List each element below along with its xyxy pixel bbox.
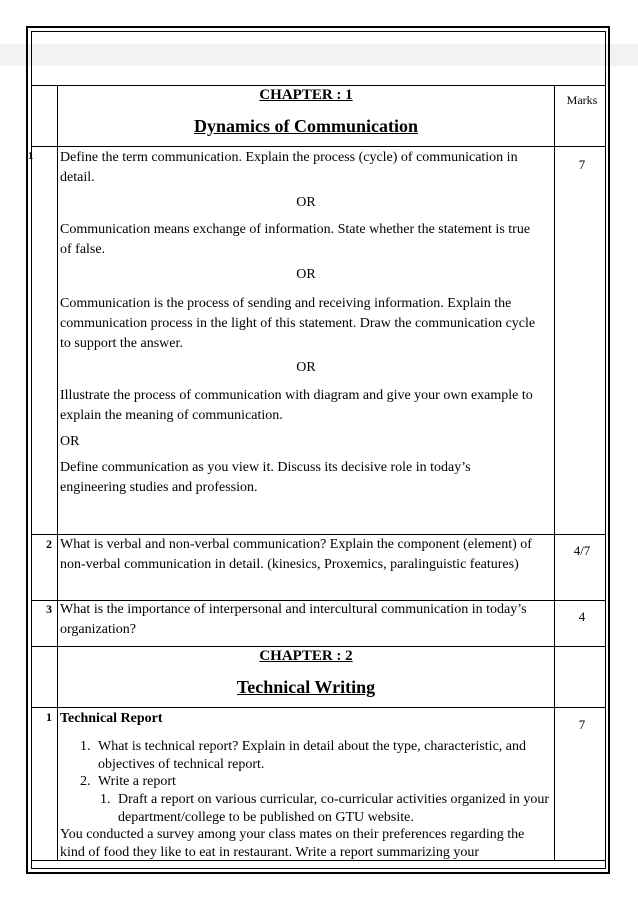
question-number: 2	[46, 537, 52, 551]
list-number: 2.	[80, 774, 91, 789]
or-separator: OR	[296, 267, 316, 282]
or-separator: OR	[296, 195, 316, 210]
question-text: Communication is the process of sending and receiving information. Explain the communication process in the light of this statement. Draw the communication cycle to support the answer.	[60, 296, 536, 351]
question-text: Illustrate the process of communication with diagram and give your own example to explain the meaning of communication.	[60, 388, 533, 423]
col-line	[554, 85, 555, 860]
list-number: 1.	[80, 739, 91, 754]
or-separator: OR	[60, 434, 80, 449]
chapter2-label: CHAPTER : 2	[259, 648, 353, 664]
paragraph: You conducted a survey among your class mates on their preferences regarding the kind of food they like to eat in restaurant. Write a report summarizing your	[60, 827, 525, 860]
question-text: What is verbal and non-verbal communication? Explain the component (element) of non-verbal communication in detail. (kinesics, Proxemics, paralinguistic features)	[60, 537, 532, 572]
question-text: Communication means exchange of information. State whether the statement is true of false.	[60, 222, 531, 257]
marks-header: Marks	[566, 93, 598, 107]
row-line	[32, 707, 605, 708]
question-number: 3	[46, 602, 52, 616]
list-item: Draft a report on various curricular, co-curricular activities organized in your department/college to be published on GTU website.	[118, 792, 550, 825]
row-line	[32, 646, 605, 647]
or-separator: OR	[296, 360, 316, 375]
list-item: Write a report	[98, 774, 176, 789]
question-number: 1	[28, 150, 34, 162]
question-text: Define communication as you view it. Discuss its decisive role in today’s engineering studies and profession.	[60, 460, 471, 495]
row-line	[32, 85, 605, 86]
section-heading: Technical Report	[60, 711, 163, 726]
question-marks: 4	[578, 609, 586, 624]
chapter1-label: CHAPTER : 1	[259, 87, 353, 103]
chapter1-title: Dynamics of Communication	[194, 116, 418, 136]
question-marks: 4/7	[573, 543, 591, 558]
question-marks: 7	[578, 157, 586, 172]
question-text: Define the term communication. Explain the process (cycle) of communication in detail.	[60, 150, 518, 185]
question-text: What is the importance of interpersonal and intercultural communication in today’s organization?	[60, 602, 527, 637]
list-number: 1.	[100, 792, 111, 807]
question-number: 1	[46, 710, 52, 724]
question-marks: 7	[578, 717, 586, 732]
list-item: What is technical report? Explain in detail about the type, characteristic, and objectives of technical report.	[98, 739, 526, 772]
chapter2-title: Technical Writing	[236, 677, 376, 697]
row-line	[32, 146, 605, 147]
